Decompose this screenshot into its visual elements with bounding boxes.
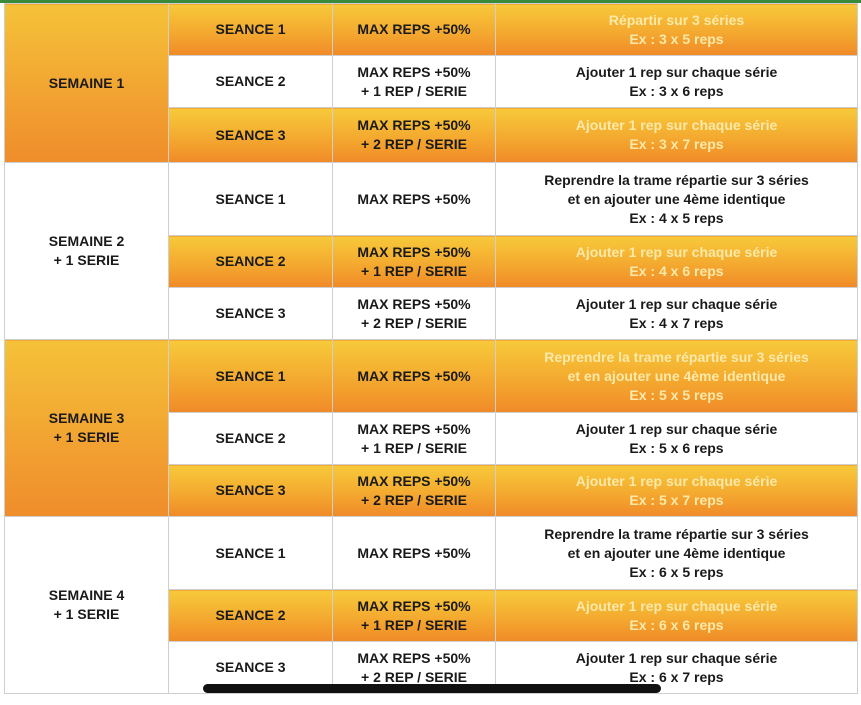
reps-line: + 2 REP / SERIE	[361, 314, 467, 331]
description-line: Reprendre la trame répartie sur 3 séries	[544, 525, 809, 542]
training-program-table	[4, 3, 858, 694]
reps-cell	[333, 340, 496, 413]
week-2-cell	[5, 163, 169, 340]
reps-line: MAX REPS +50%	[357, 597, 471, 614]
reps-line: MAX REPS +50%	[357, 190, 471, 207]
week-label: SEMAINE 3	[48, 410, 125, 426]
description-line: Ex : 6 x 6 reps	[629, 616, 724, 633]
reps-line: + 2 REP / SERIE	[361, 668, 467, 685]
session-name: SEANCE 3	[215, 126, 286, 143]
session-name-cell	[169, 288, 333, 340]
week-label: SEMAINE 4	[48, 587, 125, 603]
description-line: Ex : 5 x 6 reps	[629, 439, 724, 456]
reps-cell	[333, 288, 496, 340]
session-name: SEANCE 3	[215, 659, 286, 675]
description-line: Ajouter 1 rep sur chaque série	[575, 63, 778, 80]
week-label: + 1 SERIE	[53, 429, 120, 445]
description-cell	[496, 108, 858, 163]
reps-line: MAX REPS +50%	[357, 21, 471, 37]
session-name-cell	[169, 340, 333, 413]
reps-line: MAX REPS +50%	[357, 544, 471, 561]
description-line: Ajouter 1 rep sur chaque série	[575, 649, 778, 666]
session-name-cell	[169, 236, 333, 288]
description-line: Ex : 4 x 7 reps	[629, 314, 724, 331]
description-cell	[496, 56, 858, 108]
description-line: Répartir sur 3 séries	[608, 11, 745, 28]
week-label: + 1 SERIE	[53, 252, 120, 268]
description-line: Ex : 6 x 5 reps	[629, 563, 724, 580]
week-3-cell	[5, 340, 169, 517]
description-line: Ex : 3 x 6 reps	[629, 82, 724, 99]
reps-line: MAX REPS +50%	[357, 420, 471, 437]
session-name-cell	[169, 4, 333, 56]
week-label: SEMAINE 1	[48, 74, 125, 91]
description-line: Ex : 6 x 7 reps	[629, 668, 724, 685]
description-cell	[496, 163, 858, 236]
description-cell	[496, 517, 858, 590]
description-cell	[496, 4, 858, 56]
description-line: Ajouter 1 rep sur chaque série	[575, 420, 778, 437]
description-line: Ex : 4 x 5 reps	[629, 209, 724, 226]
session-name-cell	[169, 517, 333, 590]
description-line: Ex : 3 x 5 reps	[629, 30, 724, 47]
reps-cell	[333, 56, 496, 108]
reps-cell	[333, 413, 496, 465]
session-name-cell	[169, 108, 333, 163]
session-name: SEANCE 2	[215, 430, 286, 446]
session-name-cell	[169, 163, 333, 236]
session-name: SEANCE 1	[215, 21, 286, 37]
scrollbar-indicator[interactable]	[203, 684, 661, 693]
session-name: SEANCE 2	[215, 607, 286, 623]
week-1-cell	[5, 4, 169, 163]
reps-line: MAX REPS +50%	[357, 367, 471, 384]
session-name: SEANCE 1	[215, 544, 286, 561]
table-row	[5, 340, 858, 413]
week-label: + 1 SERIE	[53, 606, 120, 622]
reps-cell	[333, 517, 496, 590]
table-row	[5, 4, 858, 56]
description-line: Reprendre la trame répartie sur 3 séries	[544, 348, 809, 365]
description-cell	[496, 590, 858, 642]
session-name: SEANCE 2	[215, 253, 286, 269]
reps-cell	[333, 590, 496, 642]
session-name: SEANCE 2	[215, 73, 286, 89]
description-cell	[496, 340, 858, 413]
reps-line: + 2 REP / SERIE	[361, 491, 467, 508]
program-body	[5, 4, 858, 694]
session-name: SEANCE 3	[215, 305, 286, 321]
week-4-cell	[5, 517, 169, 694]
description-cell	[496, 465, 858, 517]
reps-line: MAX REPS +50%	[357, 117, 471, 133]
description-line: et en ajouter une 4ème identique	[567, 367, 786, 384]
description-cell	[496, 236, 858, 288]
description-line: Ajouter 1 rep sur chaque série	[575, 243, 778, 260]
description-line: Ex : 5 x 5 reps	[629, 386, 724, 403]
description-line: Ajouter 1 rep sur chaque série	[575, 295, 778, 312]
session-name-cell	[169, 56, 333, 108]
reps-line: + 1 REP / SERIE	[361, 82, 467, 99]
description-line: et en ajouter une 4ème identique	[567, 190, 786, 207]
description-line: Ex : 3 x 7 reps	[629, 136, 724, 152]
reps-line: MAX REPS +50%	[357, 649, 471, 666]
reps-line: MAX REPS +50%	[357, 295, 471, 312]
description-line: Reprendre la trame répartie sur 3 séries	[544, 171, 809, 188]
description-cell	[496, 413, 858, 465]
reps-line: + 1 REP / SERIE	[361, 616, 467, 633]
session-name: SEANCE 3	[215, 482, 286, 498]
reps-line: MAX REPS +50%	[357, 63, 471, 80]
reps-cell	[333, 236, 496, 288]
session-name-cell	[169, 590, 333, 642]
description-line: Ajouter 1 rep sur chaque série	[575, 117, 778, 133]
reps-line: + 2 REP / SERIE	[361, 136, 467, 152]
session-name: SEANCE 1	[215, 367, 286, 384]
reps-line: + 1 REP / SERIE	[361, 439, 467, 456]
description-line: et en ajouter une 4ème identique	[567, 544, 786, 561]
session-name-cell	[169, 465, 333, 517]
table-row	[5, 517, 858, 590]
reps-cell	[333, 163, 496, 236]
description-line: Ex : 4 x 6 reps	[629, 262, 724, 279]
reps-line: MAX REPS +50%	[357, 472, 471, 489]
session-name: SEANCE 1	[215, 190, 286, 207]
table-row	[5, 163, 858, 236]
description-line: Ajouter 1 rep sur chaque série	[575, 597, 778, 614]
description-cell	[496, 288, 858, 340]
reps-line: + 1 REP / SERIE	[361, 262, 467, 279]
description-line: Ajouter 1 rep sur chaque série	[575, 472, 778, 489]
description-line: Ex : 5 x 7 reps	[629, 491, 724, 508]
week-label: SEMAINE 2	[48, 233, 125, 249]
reps-cell	[333, 465, 496, 517]
reps-cell	[333, 108, 496, 163]
reps-cell	[333, 4, 496, 56]
session-name-cell	[169, 413, 333, 465]
reps-line: MAX REPS +50%	[357, 243, 471, 260]
